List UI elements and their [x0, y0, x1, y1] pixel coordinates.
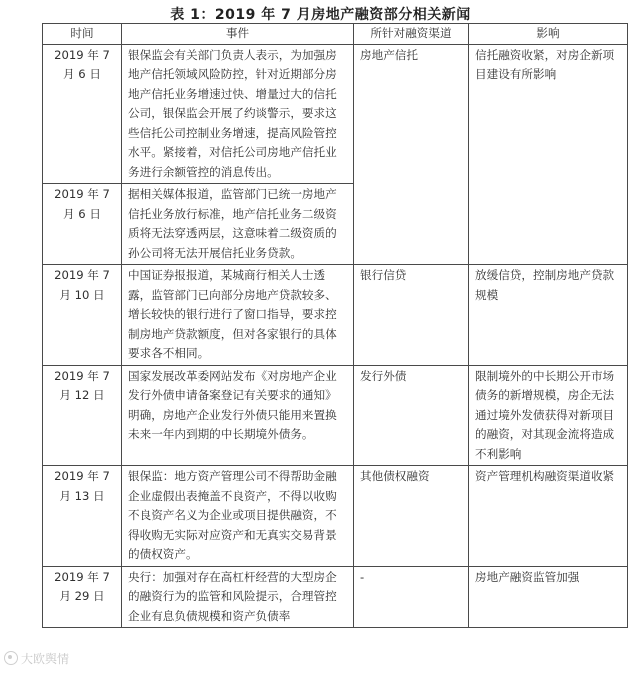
date-cell: 2019 年 7 月 12 日	[43, 365, 122, 466]
impact-cell: 限制境外的中长期公开市场债务的新增规模，房企无法通过境外发债获得对新项目的融资，对其现金流将造成不利影响	[469, 365, 628, 466]
table-row	[43, 265, 628, 366]
date-cell: 2019 年 7 月 6 日	[43, 44, 122, 184]
table-row	[43, 44, 628, 184]
channel-cell: 发行外债	[354, 365, 469, 466]
header-channel: 所针对融资渠道	[354, 24, 469, 45]
table-row	[43, 365, 628, 466]
watermark	[4, 650, 69, 667]
event-cell: 据相关媒体报道，监管部门已统一房地产信托业务放行标准，地产信托业务二级资质将无法穿透两层，这意味着二级资质的孙公司将无法开展信托业务贷款。	[122, 184, 354, 265]
impact-cell: 放缓信贷，控制房地产贷款规模	[469, 265, 628, 366]
header-row	[43, 24, 628, 45]
event-cell: 央行：加强对存在高杠杆经营的大型房企的融资行为的监管和风险提示，合理管控企业有息负债规模和资产负债率	[122, 566, 354, 628]
watermark-text: 大欧舆情	[21, 652, 70, 666]
table-row	[43, 466, 628, 567]
event-cell: 国家发展改革委网站发布《对房地产企业发行外债申请备案登记有关要求的通知》明确，房地产企业发行外债只能用来置换未来一年内到期的中长期境外债务。	[122, 365, 354, 466]
impact-cell: 信托融资收紧，对房企新项目建设有所影响	[469, 44, 628, 265]
event-cell: 银保监会有关部门负责人表示，为加强房地产信托领域风险防控，针对近期部分房地产信托业务增速过快、增量过大的信托公司，银保监会开展了约谈警示，要求这些信托公司控制业务增速，提高风险管控水平。紧接着，对信托公司房地产信托业务进行余额管控的消息传出。	[122, 44, 354, 184]
date-cell: 2019 年 7 月 6 日	[43, 184, 122, 265]
channel-cell: 其他债权融资	[354, 466, 469, 567]
event-cell: 银保监：地方资产管理公司不得帮助金融企业虚假出表掩盖不良资产，不得以收购不良资产名义为企业或项目提供融资，不得收购无实际对应资产和无真实交易背景的债权资产。	[122, 466, 354, 567]
event-cell: 中国证券报报道，某城商行相关人士透露，监管部门已向部分房地产贷款较多、增长较快的银行进行了窗口指导，要求控制房地产贷款额度，但对各家银行的具体要求各不相同。	[122, 265, 354, 366]
impact-cell: 资产管理机构融资渠道收紧	[469, 466, 628, 567]
impact-cell: 房地产融资监管加强	[469, 566, 628, 628]
date-cell: 2019 年 7 月 10 日	[43, 265, 122, 366]
channel-cell: -	[354, 566, 469, 628]
date-cell: 2019 年 7 月 13 日	[43, 466, 122, 567]
header-event: 事件	[122, 24, 354, 45]
table-title: 表 1：2019 年 7 月房地产融资部分相关新闻	[170, 7, 471, 23]
header-time: 时间	[43, 24, 122, 45]
channel-cell: 银行信贷	[354, 265, 469, 366]
table-row	[43, 566, 628, 628]
header-impact: 影响	[469, 24, 628, 45]
watermark-logo-icon	[4, 651, 18, 665]
news-table	[42, 23, 628, 628]
channel-cell: 房地产信托	[354, 44, 469, 265]
date-cell: 2019 年 7 月 29 日	[43, 566, 122, 628]
